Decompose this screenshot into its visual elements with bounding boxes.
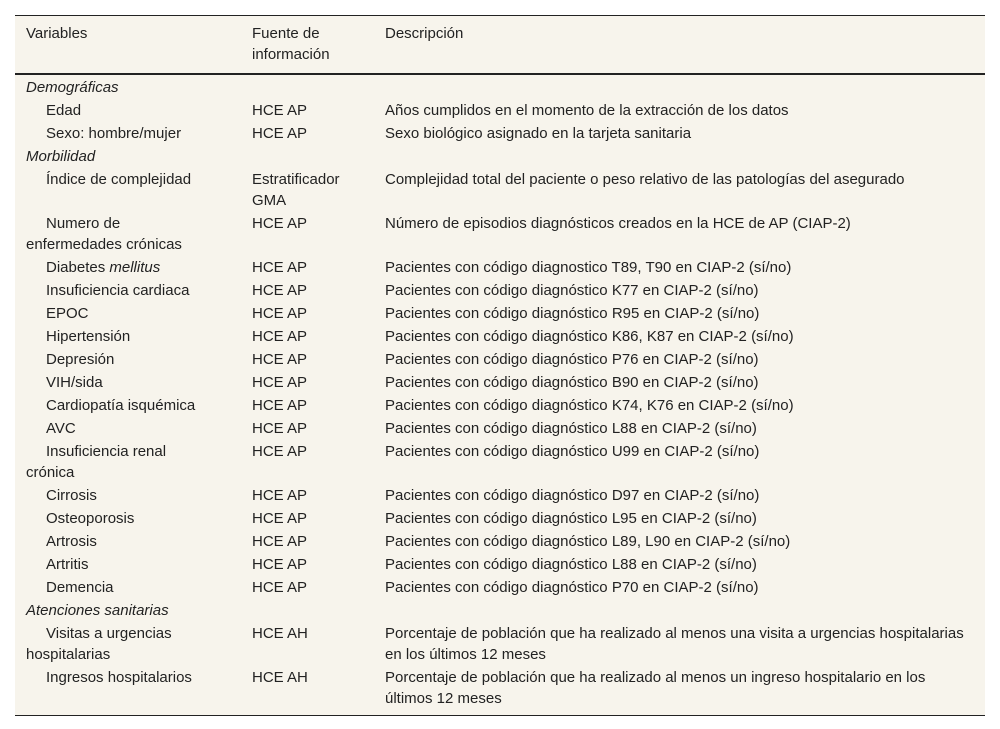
table-row (15, 508, 985, 531)
variable-cell: Diabetes mellitus (46, 259, 161, 276)
descripcion-cell: Sexo biológico asignado en la tarjeta sanitaria (385, 125, 692, 142)
descripcion-cell: Pacientes con código diagnóstico K77 en CIAP-2 (sí/no) (385, 282, 759, 299)
fuente-cell: HCE AP (252, 125, 308, 142)
section-row (15, 146, 985, 169)
table-row (15, 326, 985, 349)
table-row (15, 395, 985, 418)
table-row (15, 667, 985, 716)
fuente-cell: HCE AP (252, 282, 308, 299)
descripcion-cell: Pacientes con código diagnóstico P76 en CIAP-2 (sí/no) (385, 351, 759, 368)
descripcion-cell: Pacientes con código diagnóstico K74, K76 en CIAP-2 (sí/no) (385, 397, 794, 414)
fuente-cell: HCE AH (241, 667, 374, 716)
variable-cell: Demencia (46, 579, 114, 596)
variable-cell: Edad (46, 102, 82, 119)
variable-cell: EPOC (46, 305, 89, 322)
section-demograficas: Demográficas (26, 79, 119, 96)
table-row (15, 372, 985, 395)
table-row (15, 577, 985, 600)
fuente-cell: HCE AP (252, 579, 308, 596)
descripcion-cell: Pacientes con código diagnóstico P70 en CIAP-2 (sí/no) (385, 579, 759, 596)
fuente-cell: HCE AP (252, 305, 308, 322)
fuente-cell: HCE AP (252, 259, 308, 276)
descripcion-cell: Pacientes con código diagnóstico D97 en CIAP-2 (sí/no) (385, 487, 760, 504)
variable-cell: Índice de complejidad (46, 171, 192, 188)
fuente-cell: Estratificador GMA (252, 171, 340, 209)
fuente-cell: HCE AP (252, 420, 308, 437)
variable-cell: Osteoporosis (46, 510, 135, 527)
fuente-cell: HCE AP (252, 328, 308, 345)
descripcion-cell: Pacientes con código diagnóstico K86, K87 en CIAP-2 (sí/no) (385, 328, 794, 345)
variable-cell: Depresión (46, 351, 115, 368)
descripcion-cell: Pacientes con código diagnóstico B90 en CIAP-2 (sí/no) (385, 374, 759, 391)
variable-cell: Artrosis (46, 533, 97, 550)
variable-cell: Sexo: hombre/mujer (46, 125, 182, 142)
table-row (15, 349, 985, 372)
header-variables: Variables (15, 16, 241, 75)
table-row (15, 531, 985, 554)
variable-cell: Visitas a urgencias hospitalarias (26, 625, 172, 663)
header-row (15, 16, 985, 75)
table-body (15, 74, 985, 716)
table-row (15, 485, 985, 508)
fuente-cell: HCE AP (252, 397, 308, 414)
descripcion-cell: Pacientes con código diagnóstico L89, L90 en CIAP-2 (sí/no) (385, 533, 791, 550)
descripcion-cell: Número de episodios diagnósticos creados en la HCE de AP (CIAP-2) (385, 215, 851, 232)
variable-cell: Numero de enfermedades crónicas (26, 215, 182, 253)
table-row (15, 441, 985, 485)
descripcion-cell: Años cumplidos en el momento de la extracción de los datos (385, 102, 789, 119)
fuente-cell: HCE AP (252, 351, 308, 368)
variable-cell: Artritis (46, 556, 89, 573)
section-morbilidad: Morbilidad (26, 148, 96, 165)
descripcion-cell: Pacientes con código diagnostico T89, T90 en CIAP-2 (sí/no) (385, 259, 792, 276)
header-fuente: Fuente de información (241, 16, 374, 75)
variables-table-container (15, 15, 985, 716)
table-row (15, 257, 985, 280)
variable-cell: AVC (46, 420, 76, 437)
table-row (15, 123, 985, 146)
variable-cell: Insuficiencia renal crónica (26, 443, 167, 481)
fuente-cell: HCE AP (252, 102, 308, 119)
variable-cell: Hipertensión (46, 328, 131, 345)
fuente-cell: HCE AP (252, 510, 308, 527)
fuente-cell: HCE AP (252, 556, 308, 573)
table-row (15, 303, 985, 326)
table-row (15, 169, 985, 213)
section-row (15, 74, 985, 100)
descripcion-cell: Porcentaje de población que ha realizado al menos un ingreso hospitalario en los últimos 12 meses (374, 667, 985, 716)
descripcion-cell: Porcentaje de población que ha realizado al menos una visita a urgencias hospitalarias en los últimos 12 meses (385, 625, 964, 663)
fuente-cell: HCE AH (252, 625, 308, 642)
fuente-cell: HCE AP (252, 374, 308, 391)
variable-cell: Cirrosis (46, 487, 97, 504)
fuente-cell: HCE AP (252, 487, 308, 504)
variable-cell: Ingresos hospitalarios (15, 667, 241, 716)
table-header (15, 16, 985, 75)
table-row (15, 623, 985, 667)
fuente-cell: HCE AP (252, 443, 308, 460)
header-descripcion: Descripción (374, 16, 985, 75)
descripcion-cell: Pacientes con código diagnóstico L95 en CIAP-2 (sí/no) (385, 510, 757, 527)
fuente-cell: HCE AP (252, 533, 308, 550)
descripcion-cell: Complejidad total del paciente o peso relativo de las patologías del asegurado (385, 171, 905, 188)
descripcion-cell: Pacientes con código diagnóstico R95 en CIAP-2 (sí/no) (385, 305, 760, 322)
variable-cell: Cardiopatía isquémica (46, 397, 196, 414)
descripcion-cell: Pacientes con código diagnóstico U99 en CIAP-2 (sí/no) (385, 443, 760, 460)
variable-cell: VIH/sida (46, 374, 103, 391)
table-row (15, 100, 985, 123)
table-row (15, 213, 985, 257)
descripcion-cell: Pacientes con código diagnóstico L88 en CIAP-2 (sí/no) (385, 420, 757, 437)
section-row (15, 600, 985, 623)
section-atenciones: Atenciones sanitarias (26, 602, 169, 619)
variables-table (15, 15, 985, 716)
table-row (15, 418, 985, 441)
variable-cell: Insuficiencia cardiaca (46, 282, 190, 299)
fuente-cell: HCE AP (252, 215, 308, 232)
table-row (15, 280, 985, 303)
descripcion-cell: Pacientes con código diagnóstico L88 en CIAP-2 (sí/no) (385, 556, 757, 573)
table-row (15, 554, 985, 577)
